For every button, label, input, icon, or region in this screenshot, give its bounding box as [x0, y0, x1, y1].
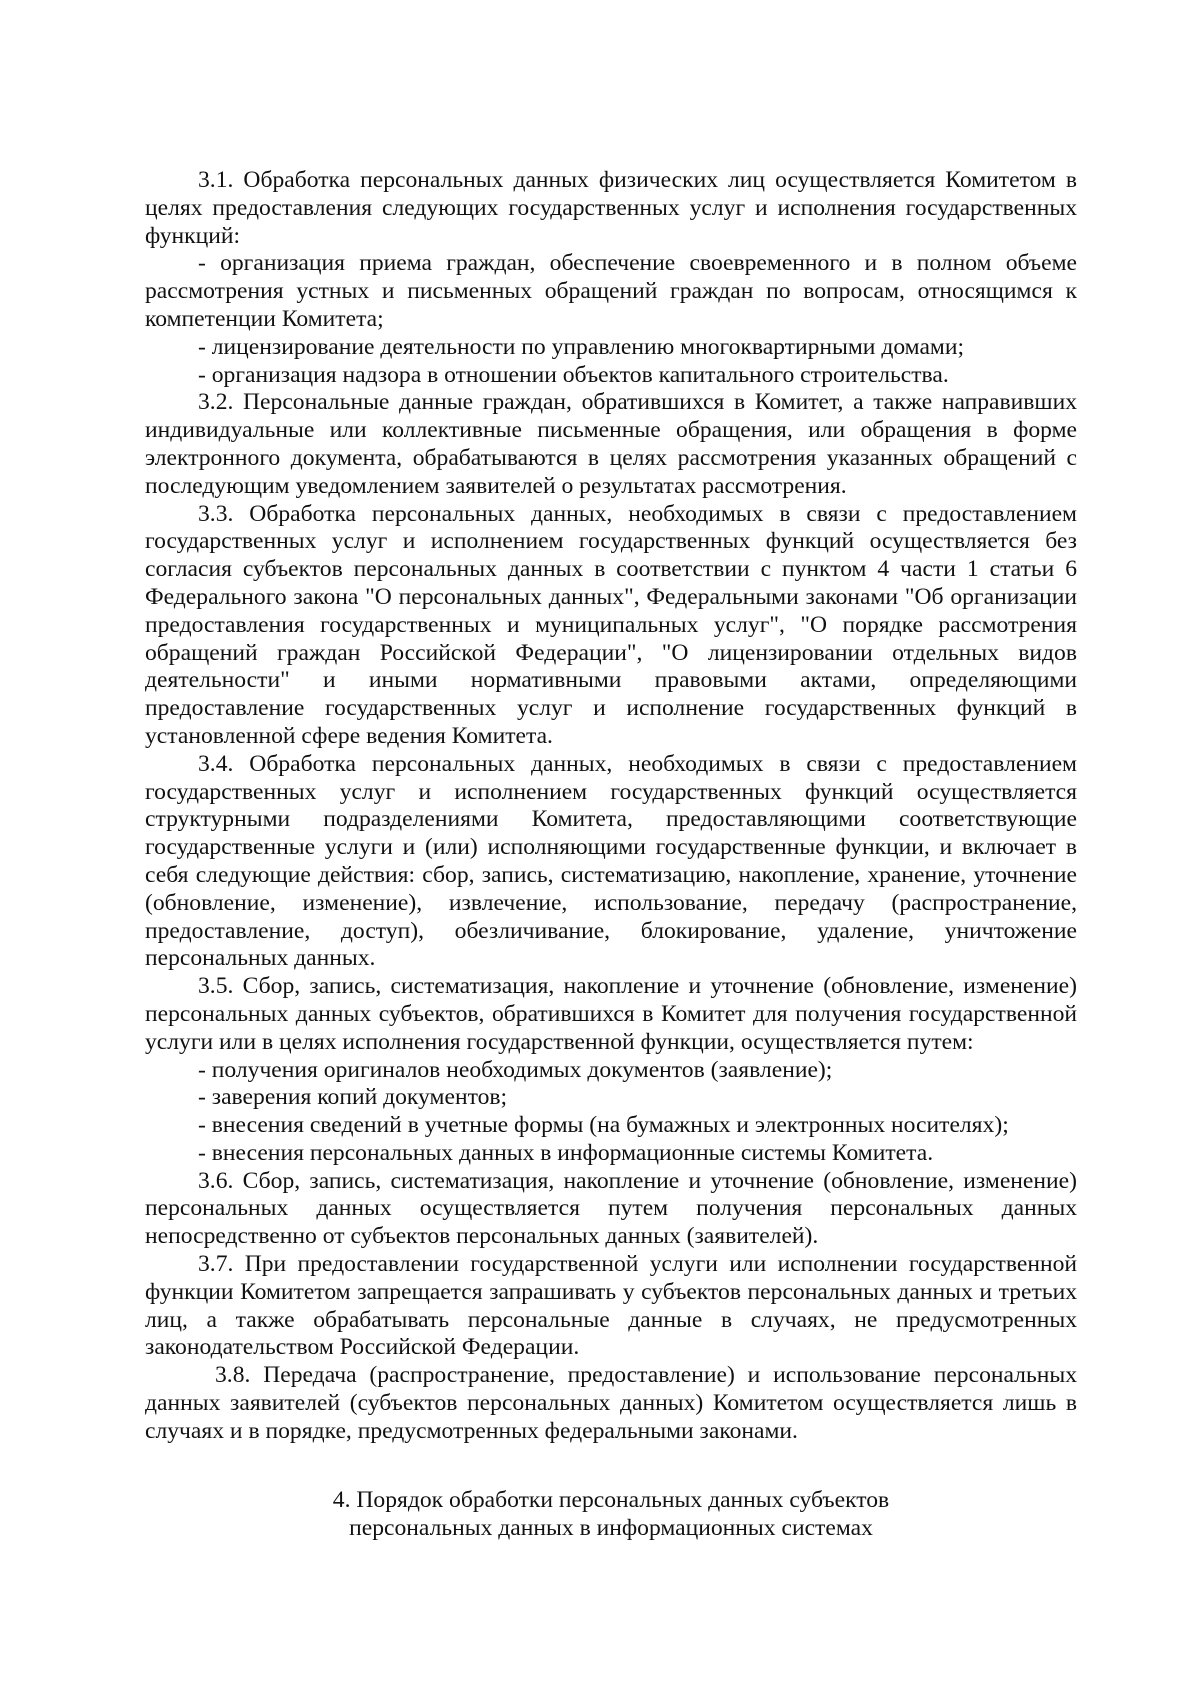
document-page [145, 167, 1077, 1543]
paragraph-3-7: 3.7. При предоставлении государственной услуги или исполнении государственной функции Комитетом запрещается запрашивать у субъектов персональных данных и третьих лиц, а также обрабатывать персональные данные в случаях, не предусмотренных законодательством Российской Федерации. [145, 1251, 1077, 1361]
list-item-systems: - внесения персональных данных в информационные системы Комитета. [198, 1139, 934, 1166]
list-item-forms: - внесения сведений в учетные формы (на бумажных и электронных носителях); [198, 1112, 1009, 1139]
section-heading-line-2: персональных данных в информационных системах [349, 1515, 873, 1542]
list-item-supervision: - организация надзора в отношении объектов капитального строительства. [198, 361, 949, 388]
list-item-reception: - организация приема граждан, обеспечение своевременного и в полном объеме рассмотрения устных и письменных обращений граждан по вопросам, относящимся к компетенции Комитета; [145, 250, 1077, 332]
paragraph-3-2: 3.2. Персональные данные граждан, обратившихся в Комитет, а также направивших индивидуальные или коллективные письменные обращения, или обращения в форме электронного документа, обрабатываются в целях рассмотрения указанных обращений с последующим уведомлением заявителей о результатах рассмотрения. [145, 389, 1077, 499]
list-item-copies: - заверения копий документов; [198, 1084, 508, 1111]
paragraph-3-3: 3.3. Обработка персональных данных, необходимых в связи с предоставлением государственных услуг и исполнением государственных функций осуществляется без согласия субъектов персональных данных в соответствии с пунктом 4 части 1 статьи 6 Федерального закона "О персональных данных", Федеральными законами "Об организации предоставления государственных и муниципальных услуг", "О порядке рассмотрения обращений граждан Российской Федерации", "О лицензировании отдельных видов деятельности" и иными нормативными правовыми актами, определяющими предоставление государственных услуг и исполнение государственных функций в установленной сфере ведения Комитета. [145, 500, 1077, 749]
paragraph-3-4: 3.4. Обработка персональных данных, необходимых в связи с предоставлением государственных услуг и исполнением государственных функций осуществляется структурными подразделениями Комитета, предоставляющими соответствующие государственные услуги и (или) исполняющими государственные функции, и включает в себя следующие действия: сбор, запись, систематизацию, накопление, хранение, уточнение (обновление, изменение), извлечение, использование, передачу (распространение, предоставление, доступ), обезличивание, блокирование, удаление, уничтожение персональных данных. [145, 750, 1077, 972]
paragraph-3-1: 3.1. Обработка персональных данных физических лиц осуществляется Комитетом в целях предоставления следующих государственных услуг и исполнения государственных функций: [145, 167, 1077, 249]
list-item-licensing: - лицензирование деятельности по управлению многоквартирными домами; [198, 333, 965, 360]
paragraph-3-5: 3.5. Сбор, запись, систематизация, накопление и уточнение (обновление, изменение) персональных данных субъектов, обратившихся в Комитет для получения государственной услуги или в целях исполнения государственной функции, осуществляется путем: [145, 973, 1077, 1055]
section-heading [145, 1486, 1077, 1543]
list-item-originals: - получения оригиналов необходимых документов (заявление); [198, 1056, 833, 1083]
paragraph-3-8: 3.8. Передача (распространение, предоставление) и использование персональных данных заявителей (субъектов персональных данных) Комитетом осуществляется лишь в случаях и в порядке, предусмотренных федеральными законами. [145, 1362, 1077, 1444]
section-heading-line-1: 4. Порядок обработки персональных данных субъектов [332, 1486, 890, 1513]
paragraph-3-6: 3.6. Сбор, запись, систематизация, накопление и уточнение (обновление, изменение) персональных данных осуществляется путем получения персональных данных непосредственно от субъектов персональных данных (заявителей). [145, 1167, 1077, 1250]
